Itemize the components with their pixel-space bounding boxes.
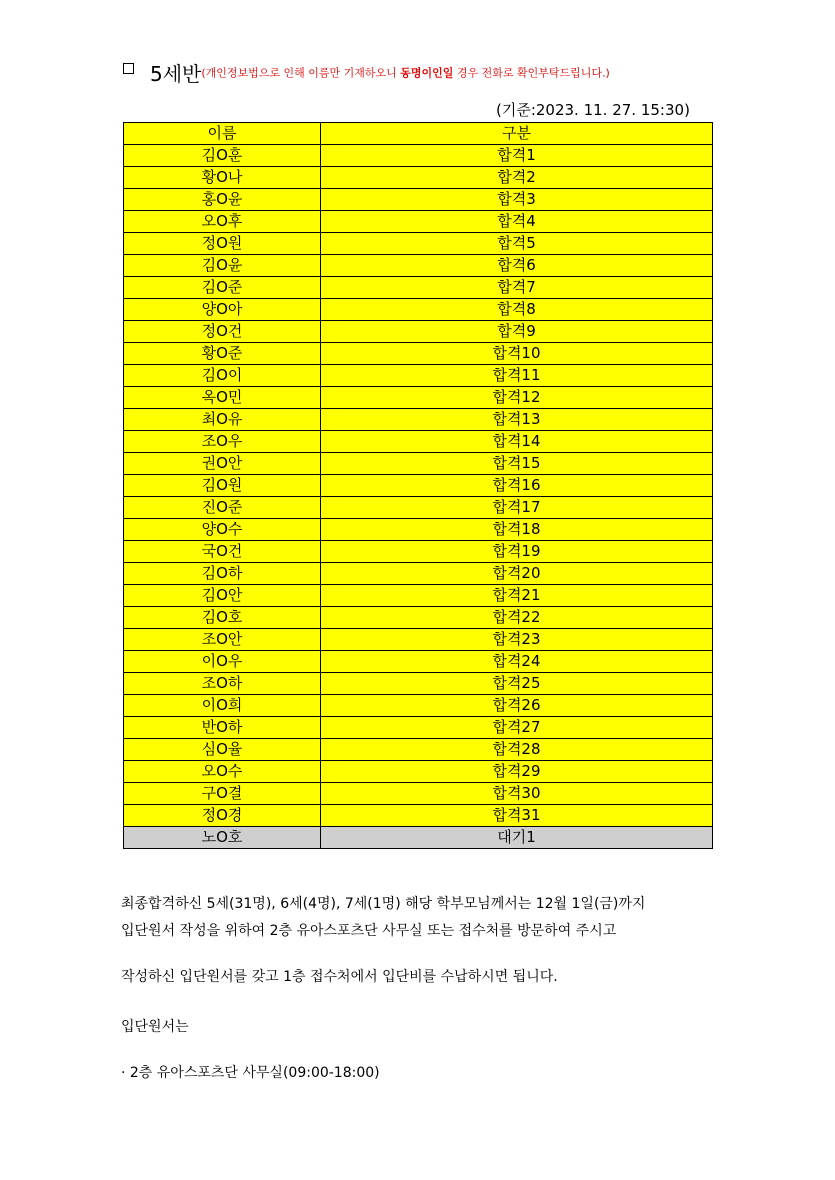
table-row bbox=[124, 431, 713, 453]
admission-table bbox=[123, 122, 713, 849]
name-cell: 반O하 bbox=[124, 717, 321, 739]
privacy-note bbox=[201, 67, 609, 80]
table-row bbox=[124, 343, 713, 365]
table-row bbox=[124, 255, 713, 277]
name-cell: 옥O민 bbox=[124, 387, 321, 409]
status-cell: 합격30 bbox=[321, 783, 713, 805]
table-row bbox=[124, 629, 713, 651]
table-row bbox=[124, 365, 713, 387]
name-cell: 김O안 bbox=[124, 585, 321, 607]
table-row bbox=[124, 475, 713, 497]
status-cell: 합격18 bbox=[321, 519, 713, 541]
name-cell: 진O준 bbox=[124, 497, 321, 519]
status-cell: 합격26 bbox=[321, 695, 713, 717]
status-cell: 합격31 bbox=[321, 805, 713, 827]
name-cell: 황O나 bbox=[124, 167, 321, 189]
name-cell: 조O하 bbox=[124, 673, 321, 695]
status-cell: 합격12 bbox=[321, 387, 713, 409]
status-cell: 합격15 bbox=[321, 453, 713, 475]
status-cell: 합격20 bbox=[321, 563, 713, 585]
checkbox-bullet-icon bbox=[123, 63, 134, 74]
table-row bbox=[124, 673, 713, 695]
status-cell: 합격10 bbox=[321, 343, 713, 365]
status-cell: 합격8 bbox=[321, 299, 713, 321]
table-row bbox=[124, 563, 713, 585]
status-cell: 합격29 bbox=[321, 761, 713, 783]
status-cell: 합격1 bbox=[321, 145, 713, 167]
name-cell: 조O안 bbox=[124, 629, 321, 651]
reference-timestamp: (기준:2023. 11. 27. 15:30) bbox=[496, 101, 690, 119]
status-cell: 합격23 bbox=[321, 629, 713, 651]
status-cell: 합격25 bbox=[321, 673, 713, 695]
section-heading bbox=[123, 58, 610, 87]
table-row bbox=[124, 321, 713, 343]
status-cell: 합격9 bbox=[321, 321, 713, 343]
table-row bbox=[124, 783, 713, 805]
class-title: 5세반 bbox=[150, 62, 202, 86]
name-cell: 홍O윤 bbox=[124, 189, 321, 211]
name-cell: 김O준 bbox=[124, 277, 321, 299]
status-cell: 합격14 bbox=[321, 431, 713, 453]
name-cell: 정O경 bbox=[124, 805, 321, 827]
name-cell: 정O건 bbox=[124, 321, 321, 343]
name-cell: 이O희 bbox=[124, 695, 321, 717]
table-row bbox=[124, 651, 713, 673]
name-cell: 오O후 bbox=[124, 211, 321, 233]
notice-line-3: 작성하신 입단원서를 갖고 1층 접수처에서 입단비를 수납하시면 됩니다. bbox=[121, 969, 558, 985]
office-hours-item: · 2층 유아스포츠단 사무실(09:00-18:00) bbox=[121, 1065, 380, 1081]
notice-line-1: 최종합격하신 5세(31명), 6세(4명), 7세(1명) 해당 학부모님께서는 12월 1일(금)까지 bbox=[121, 896, 646, 912]
table-row bbox=[124, 453, 713, 475]
table-row bbox=[124, 387, 713, 409]
name-cell: 양O아 bbox=[124, 299, 321, 321]
status-cell: 합격3 bbox=[321, 189, 713, 211]
status-cell: 합격7 bbox=[321, 277, 713, 299]
table-row bbox=[124, 541, 713, 563]
name-cell: 권O안 bbox=[124, 453, 321, 475]
name-cell: 정O원 bbox=[124, 233, 321, 255]
name-cell: 최O유 bbox=[124, 409, 321, 431]
status-cell: 합격4 bbox=[321, 211, 713, 233]
name-cell: 이O우 bbox=[124, 651, 321, 673]
name-cell: 김O원 bbox=[124, 475, 321, 497]
waitlist-row bbox=[124, 827, 713, 849]
name-cell: 김O훈 bbox=[124, 145, 321, 167]
status-cell: 합격24 bbox=[321, 651, 713, 673]
name-cell: 심O율 bbox=[124, 739, 321, 761]
table-row bbox=[124, 167, 713, 189]
status-cell: 합격11 bbox=[321, 365, 713, 387]
name-cell: 황O준 bbox=[124, 343, 321, 365]
privacy-note-end: 경우 전화로 확인부탁드립니다.) bbox=[453, 66, 610, 80]
table-row bbox=[124, 695, 713, 717]
name-cell: 김O호 bbox=[124, 607, 321, 629]
table-row bbox=[124, 409, 713, 431]
status-cell: 대기1 bbox=[321, 827, 713, 849]
status-cell: 합격19 bbox=[321, 541, 713, 563]
table-row bbox=[124, 607, 713, 629]
status-cell: 합격16 bbox=[321, 475, 713, 497]
name-cell: 국O건 bbox=[124, 541, 321, 563]
status-cell: 합격22 bbox=[321, 607, 713, 629]
notice-line-2: 입단원서 작성을 위하여 2층 유아스포츠단 사무실 또는 접수처를 방문하여 주시고 bbox=[121, 923, 617, 939]
table-row bbox=[124, 805, 713, 827]
name-cell: 김O하 bbox=[124, 563, 321, 585]
status-cell: 합격17 bbox=[321, 497, 713, 519]
privacy-note-start: (개인정보법으로 인해 이름만 기재하오니 bbox=[201, 66, 401, 80]
table-row bbox=[124, 717, 713, 739]
name-cell: 조O우 bbox=[124, 431, 321, 453]
name-cell: 오O수 bbox=[124, 761, 321, 783]
status-cell: 합격27 bbox=[321, 717, 713, 739]
table-header-row bbox=[124, 123, 713, 145]
table-row bbox=[124, 519, 713, 541]
table-row bbox=[124, 739, 713, 761]
name-cell: 이름 bbox=[124, 123, 321, 145]
status-cell: 구분 bbox=[321, 123, 713, 145]
table-row bbox=[124, 497, 713, 519]
table-row bbox=[124, 761, 713, 783]
name-cell: 김O윤 bbox=[124, 255, 321, 277]
table-row bbox=[124, 145, 713, 167]
name-cell: 김O이 bbox=[124, 365, 321, 387]
table-row bbox=[124, 233, 713, 255]
name-cell: 양O수 bbox=[124, 519, 321, 541]
status-cell: 합격28 bbox=[321, 739, 713, 761]
table-row bbox=[124, 189, 713, 211]
name-cell: 구O결 bbox=[124, 783, 321, 805]
status-cell: 합격5 bbox=[321, 233, 713, 255]
table-row bbox=[124, 299, 713, 321]
status-cell: 합격21 bbox=[321, 585, 713, 607]
status-cell: 합격6 bbox=[321, 255, 713, 277]
status-cell: 합격2 bbox=[321, 167, 713, 189]
table-row bbox=[124, 277, 713, 299]
table-row bbox=[124, 585, 713, 607]
table-row bbox=[124, 211, 713, 233]
name-cell: 노O호 bbox=[124, 827, 321, 849]
notice-line-4: 입단원서는 bbox=[121, 1019, 189, 1035]
privacy-note-emphasis: 동명이인일 bbox=[400, 66, 454, 80]
status-cell: 합격13 bbox=[321, 409, 713, 431]
